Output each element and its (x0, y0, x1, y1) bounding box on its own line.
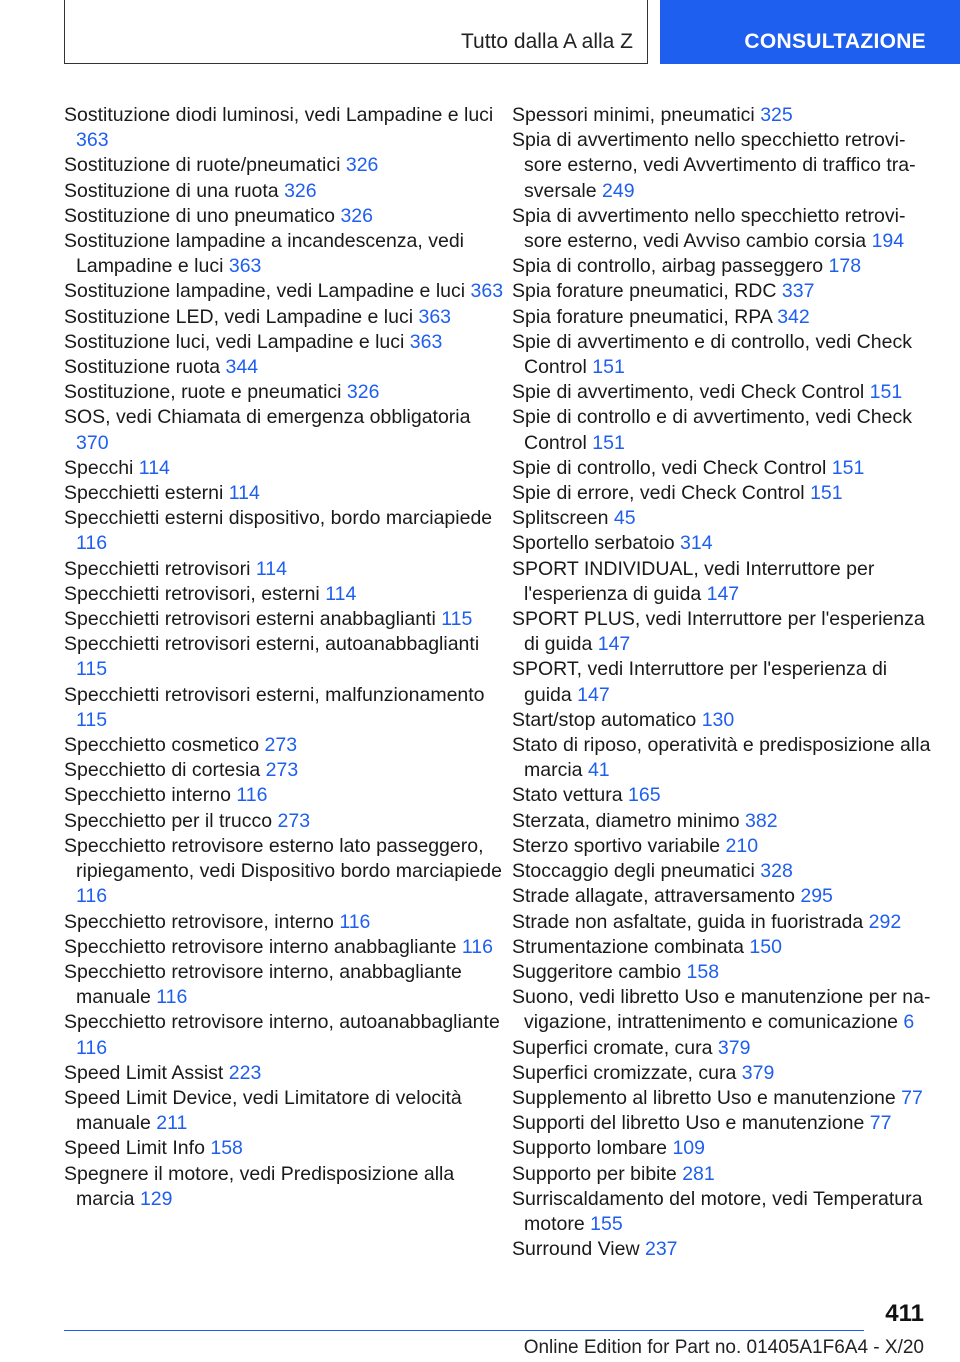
page-reference-link[interactable]: 210 (725, 834, 759, 857)
index-entry (512, 1162, 932, 1187)
index-term: Speed Limit Device, vedi Limitatore di velocità manuale (64, 1086, 462, 1135)
edition-footer: Online Edition for Part no. 01405A1F6A4 - X/20 (523, 1337, 924, 1358)
index-term: Speed Limit Assist (64, 1061, 224, 1084)
index-entry (512, 657, 932, 707)
page-reference-link[interactable]: 114 (325, 582, 357, 605)
page-reference-link[interactable]: 116 (76, 1036, 108, 1059)
page-reference-link[interactable]: 211 (156, 1112, 188, 1135)
page-reference-link[interactable]: 155 (590, 1212, 623, 1235)
page-reference-link[interactable]: 151 (831, 456, 865, 479)
index-term: Specchietto interno (64, 784, 231, 807)
page-reference-link[interactable]: 325 (760, 104, 793, 126)
index-term: Surriscaldamento del motore, vedi Temperatura motore (512, 1187, 923, 1235)
index-term: Specchietto retrovisore esterno lato passeggero, ripiegamento, vedi Dispositivo bordo marciapiede (64, 834, 502, 883)
index-term: Spia di controllo, airbag passeggero (512, 255, 824, 278)
page-reference-link[interactable]: 158 (210, 1137, 243, 1160)
index-entry (512, 330, 932, 380)
page-reference-link[interactable]: 273 (265, 759, 299, 782)
index-term: Sostituzione, ruote e pneumatici (64, 381, 342, 404)
index-term: Strade non asfaltate, guida in fuoristrada (512, 910, 864, 933)
page-reference-link[interactable]: 194 (871, 230, 905, 253)
index-term: Spie di avvertimento e di controllo, vedi Check Control (512, 330, 912, 379)
index-term: Surround View (512, 1238, 640, 1261)
index-term: SPORT INDIVIDUAL, vedi Interruttore per l'esperienza di guida (512, 557, 875, 605)
index-term: Supporto per bibite (512, 1162, 677, 1185)
index-term: Spie di avvertimento, vedi Check Control (512, 381, 865, 404)
page-reference-link[interactable]: 326 (345, 154, 379, 177)
page-reference-link[interactable]: 158 (686, 960, 720, 983)
index-term: Specchietti retrovisori esterni anabbaglianti (64, 608, 436, 631)
index-entry (64, 506, 504, 556)
page-reference-link[interactable]: 147 (577, 683, 610, 706)
index-entry (512, 607, 932, 657)
index-term: Specchietti retrovisori (64, 557, 251, 580)
page-reference-link[interactable]: 165 (628, 784, 661, 807)
page-reference-link[interactable]: 77 (869, 1112, 892, 1135)
page-reference-link[interactable]: 326 (340, 204, 373, 227)
index-term: Supporto lombare (512, 1137, 668, 1160)
index-term: SPORT PLUS, vedi Interruttore per l'esperienza di guida (512, 608, 925, 656)
index-term: Sostituzione LED, vedi Lampadine e luci (64, 305, 414, 328)
index-entry (64, 557, 504, 582)
page-reference-link[interactable]: 45 (613, 507, 636, 530)
index-entry (64, 204, 504, 229)
index-term: Speed Limit Info (64, 1137, 205, 1160)
index-entry (64, 179, 504, 204)
page-reference-link[interactable]: 249 (602, 179, 635, 202)
index-entry (512, 960, 932, 985)
page-reference-link[interactable]: 147 (597, 633, 631, 656)
page-reference-link[interactable]: 292 (868, 910, 902, 933)
page-reference-link[interactable]: 109 (672, 1137, 705, 1160)
index-entry (64, 1061, 504, 1086)
index-entry (512, 783, 932, 808)
page-reference-link[interactable]: 116 (76, 885, 108, 908)
index-entry (512, 1237, 932, 1262)
index-entry (512, 481, 932, 506)
index-entry (64, 153, 504, 178)
page-reference-link[interactable]: 328 (760, 860, 793, 883)
index-term: Sostituzione lampadine a incandescenza, vedi Lampadine e luci (64, 230, 465, 278)
index-entry (64, 783, 504, 808)
index-entry (512, 834, 932, 859)
index-column-left (64, 103, 504, 1212)
index-term: Sostituzione luci, vedi Lampadine e luci (64, 330, 405, 353)
page-reference-link[interactable]: 116 (76, 532, 108, 555)
index-term: Specchietti retrovisori, esterni (64, 582, 320, 605)
index-term: Spessori minimi, pneumatici (512, 104, 755, 126)
page-reference-link[interactable]: 273 (277, 809, 311, 832)
index-term: Sostituzione di uno pneumatico (64, 204, 336, 227)
page-reference-link[interactable]: 150 (749, 935, 782, 958)
page-reference-link[interactable]: 147 (706, 582, 740, 605)
index-column-right (512, 103, 932, 1262)
index-term: Strumentazione combinata (512, 935, 744, 958)
index-term: Spia forature pneumatici, RPA (512, 305, 772, 328)
index-term: Spia di avvertimento nello specchietto retrovisore esterno, vedi Avviso cambio corsia (512, 204, 906, 253)
page-reference-link[interactable]: 363 (470, 280, 504, 303)
page-reference-link[interactable]: 342 (777, 305, 810, 328)
index-entry (64, 229, 504, 279)
index-term: Stoccaggio degli pneumatici (512, 860, 755, 883)
index-entry (512, 279, 932, 304)
index-term: Sostituzione lampadine, vedi Lampadine e luci (64, 280, 466, 303)
running-header (64, 0, 648, 64)
index-term: Superfici cromizzate, cura (512, 1061, 737, 1084)
index-term: Specchietti retrovisori esterni, malfunzionamento (64, 683, 485, 706)
index-entry (512, 204, 932, 254)
index-term: Sportello serbatoio (512, 532, 675, 555)
page-reference-link[interactable]: 116 (339, 910, 371, 933)
index-entry (64, 834, 504, 910)
index-entry (512, 985, 932, 1035)
index-entry (512, 1061, 932, 1086)
index-entry (64, 960, 504, 1010)
page-reference-link[interactable]: 382 (745, 809, 778, 832)
index-entry (512, 859, 932, 884)
page-reference-link[interactable]: 314 (680, 532, 713, 555)
index-term: Spegnere il motore, vedi Predisposizione alla marcia (64, 1162, 455, 1210)
index-entry (64, 733, 504, 758)
page-reference-link[interactable]: 77 (901, 1086, 923, 1109)
index-term: Spia forature pneumatici, RDC (512, 280, 777, 303)
index-entry (512, 380, 932, 405)
index-term: Specchietto cosmetico (64, 734, 260, 757)
index-entry (512, 884, 932, 909)
page-reference-link[interactable]: 337 (781, 280, 815, 303)
index-entry (512, 103, 932, 128)
index-entry (512, 809, 932, 834)
index-term: Specchietto di cortesia (64, 759, 261, 782)
index-term: Sostituzione ruota (64, 356, 221, 379)
index-term: Supplemento al libretto Uso e manutenzione (512, 1086, 896, 1109)
page-reference-link[interactable]: 41 (587, 759, 610, 782)
index-entry (64, 279, 504, 304)
index-term: Specchietti esterni dispositivo, bordo marciapiede (64, 507, 493, 530)
index-entry (64, 683, 504, 733)
index-entry (512, 708, 932, 733)
index-term: Specchietto retrovisore, interno (64, 910, 334, 933)
index-term: Sostituzione di ruote/pneumatici (64, 154, 341, 177)
index-entry (512, 733, 932, 783)
page-reference-link[interactable]: 273 (264, 734, 298, 757)
index-entry (64, 481, 504, 506)
page-reference-link[interactable]: 115 (76, 658, 108, 681)
page-reference-link[interactable]: 281 (682, 1162, 715, 1185)
page-reference-link[interactable]: 114 (228, 482, 260, 505)
index-entry (64, 456, 504, 481)
index-term: Supporti del libretto Uso e manutenzione (512, 1112, 865, 1135)
page-reference-link[interactable]: 363 (418, 305, 452, 328)
index-entry (64, 405, 504, 455)
page-reference-link[interactable]: 116 (156, 986, 188, 1009)
index-term: Spie di controllo e di avvertimento, vedi Check Control (512, 406, 912, 454)
index-entry (512, 1136, 932, 1161)
index-term: Specchietto retrovisore interno, anabbagliante manuale (64, 960, 462, 1009)
page-reference-link[interactable]: 326 (346, 381, 380, 404)
index-term: Spie di errore, vedi Check Control (512, 482, 805, 505)
chapter-title: CONSULTAZIONE (744, 30, 926, 53)
index-entry (64, 103, 504, 153)
page-reference-link[interactable]: 115 (76, 708, 108, 731)
index-term: Spia di avvertimento nello specchietto retrovisore esterno, vedi Avvertimento di traffico trasversale (512, 129, 916, 202)
index-term: Specchietto per il trucco (64, 809, 273, 832)
index-entry (64, 355, 504, 380)
index-entry (64, 758, 504, 783)
page-reference-link[interactable]: 129 (139, 1187, 173, 1210)
page-reference-link[interactable]: 363 (409, 330, 443, 353)
index-entry (64, 380, 504, 405)
page-reference-link[interactable]: 114 (255, 557, 287, 580)
index-term: Spie di controllo, vedi Check Control (512, 456, 827, 479)
index-entry (64, 582, 504, 607)
page-reference-link[interactable]: 326 (284, 179, 317, 202)
index-term: Stato vettura (512, 784, 623, 807)
page-reference-link[interactable]: 295 (800, 885, 833, 908)
page-reference-link[interactable]: 370 (76, 431, 109, 454)
page-reference-link[interactable]: 344 (225, 356, 259, 379)
page-reference-link[interactable]: 151 (592, 356, 625, 379)
page-reference-link[interactable]: 115 (441, 608, 473, 631)
index-entry (512, 305, 932, 330)
index-entry (512, 456, 932, 481)
index-term: Stato di riposo, operatività e predisposizione alla marcia (512, 734, 931, 782)
index-entry (512, 1036, 932, 1061)
index-entry (512, 910, 932, 935)
index-entry (512, 506, 932, 531)
index-term: Superfici cromate, cura (512, 1036, 713, 1059)
page-reference-link[interactable]: 237 (644, 1238, 678, 1261)
index-entry (512, 557, 932, 607)
index-entry (512, 1187, 932, 1237)
index-term: Specchietto retrovisore interno anabbagliante (64, 935, 457, 958)
page-reference-link[interactable]: 130 (701, 708, 735, 731)
page-reference-link[interactable]: 116 (461, 935, 493, 958)
index-term: Sostituzione di una ruota (64, 179, 279, 202)
page-reference-link[interactable]: 363 (228, 255, 262, 278)
page-reference-link[interactable]: 178 (828, 255, 862, 278)
page-reference-link[interactable]: 6 (903, 1011, 915, 1034)
index-term: SPORT, vedi Interruttore per l'esperienza di guida (512, 658, 888, 706)
index-entry (512, 254, 932, 279)
index-entry (512, 128, 932, 204)
index-entry (512, 935, 932, 960)
page-reference-link[interactable]: 363 (76, 129, 109, 152)
index-term: Suono, vedi libretto Uso e manutenzione per navigazione, intrattenimento e comunicazione (512, 986, 931, 1034)
index-entry (64, 1162, 504, 1212)
index-term: Start/stop automatico (512, 708, 697, 731)
index-term: Specchietti esterni (64, 482, 224, 505)
index-entry (512, 531, 932, 556)
index-entry (64, 607, 504, 632)
index-term: Sostituzione diodi luminosi, vedi Lampadine e luci (64, 104, 494, 126)
index-entry (512, 1111, 932, 1136)
section-title: Tutto dalla A alla Z (461, 30, 633, 53)
page-reference-link[interactable]: 223 (228, 1061, 262, 1084)
page-reference-link[interactable]: 151 (869, 381, 903, 404)
page-reference-link[interactable]: 151 (592, 431, 625, 454)
index-entry (64, 1136, 504, 1161)
index-entry (64, 305, 504, 330)
index-entry (512, 1086, 932, 1111)
index-term: Suggeritore cambio (512, 960, 682, 983)
index-term: Strade allagate, attraversamento (512, 885, 795, 908)
page-reference-link[interactable]: 116 (236, 784, 268, 807)
index-term: Specchietto retrovisore interno, autoanabbagliante (64, 1011, 500, 1034)
index-term: SOS, vedi Chiamata di emergenza obbligatoria (64, 406, 471, 429)
index-entry (64, 1010, 504, 1060)
index-term: Sterzata, diametro minimo (512, 809, 740, 832)
index-term: Specchietti retrovisori esterni, autoanabbaglianti (64, 633, 480, 656)
index-entry (64, 809, 504, 834)
index-term: Specchi (64, 456, 134, 479)
index-term: Sterzo sportivo variabile (512, 834, 721, 857)
page-reference-link[interactable]: 379 (741, 1061, 775, 1084)
index-term: Splitscreen (512, 507, 609, 530)
index-entry (64, 632, 504, 682)
page-reference-link[interactable]: 114 (138, 456, 170, 479)
footer-divider (64, 1330, 864, 1331)
index-entry (64, 910, 504, 935)
page-reference-link[interactable]: 151 (810, 482, 843, 505)
chapter-tab (660, 0, 960, 64)
index-entry (64, 330, 504, 355)
index-entry (64, 935, 504, 960)
page-number: 411 (885, 1300, 924, 1327)
page-reference-link[interactable]: 379 (717, 1036, 751, 1059)
index-entry (64, 1086, 504, 1136)
index-entry (512, 405, 932, 455)
